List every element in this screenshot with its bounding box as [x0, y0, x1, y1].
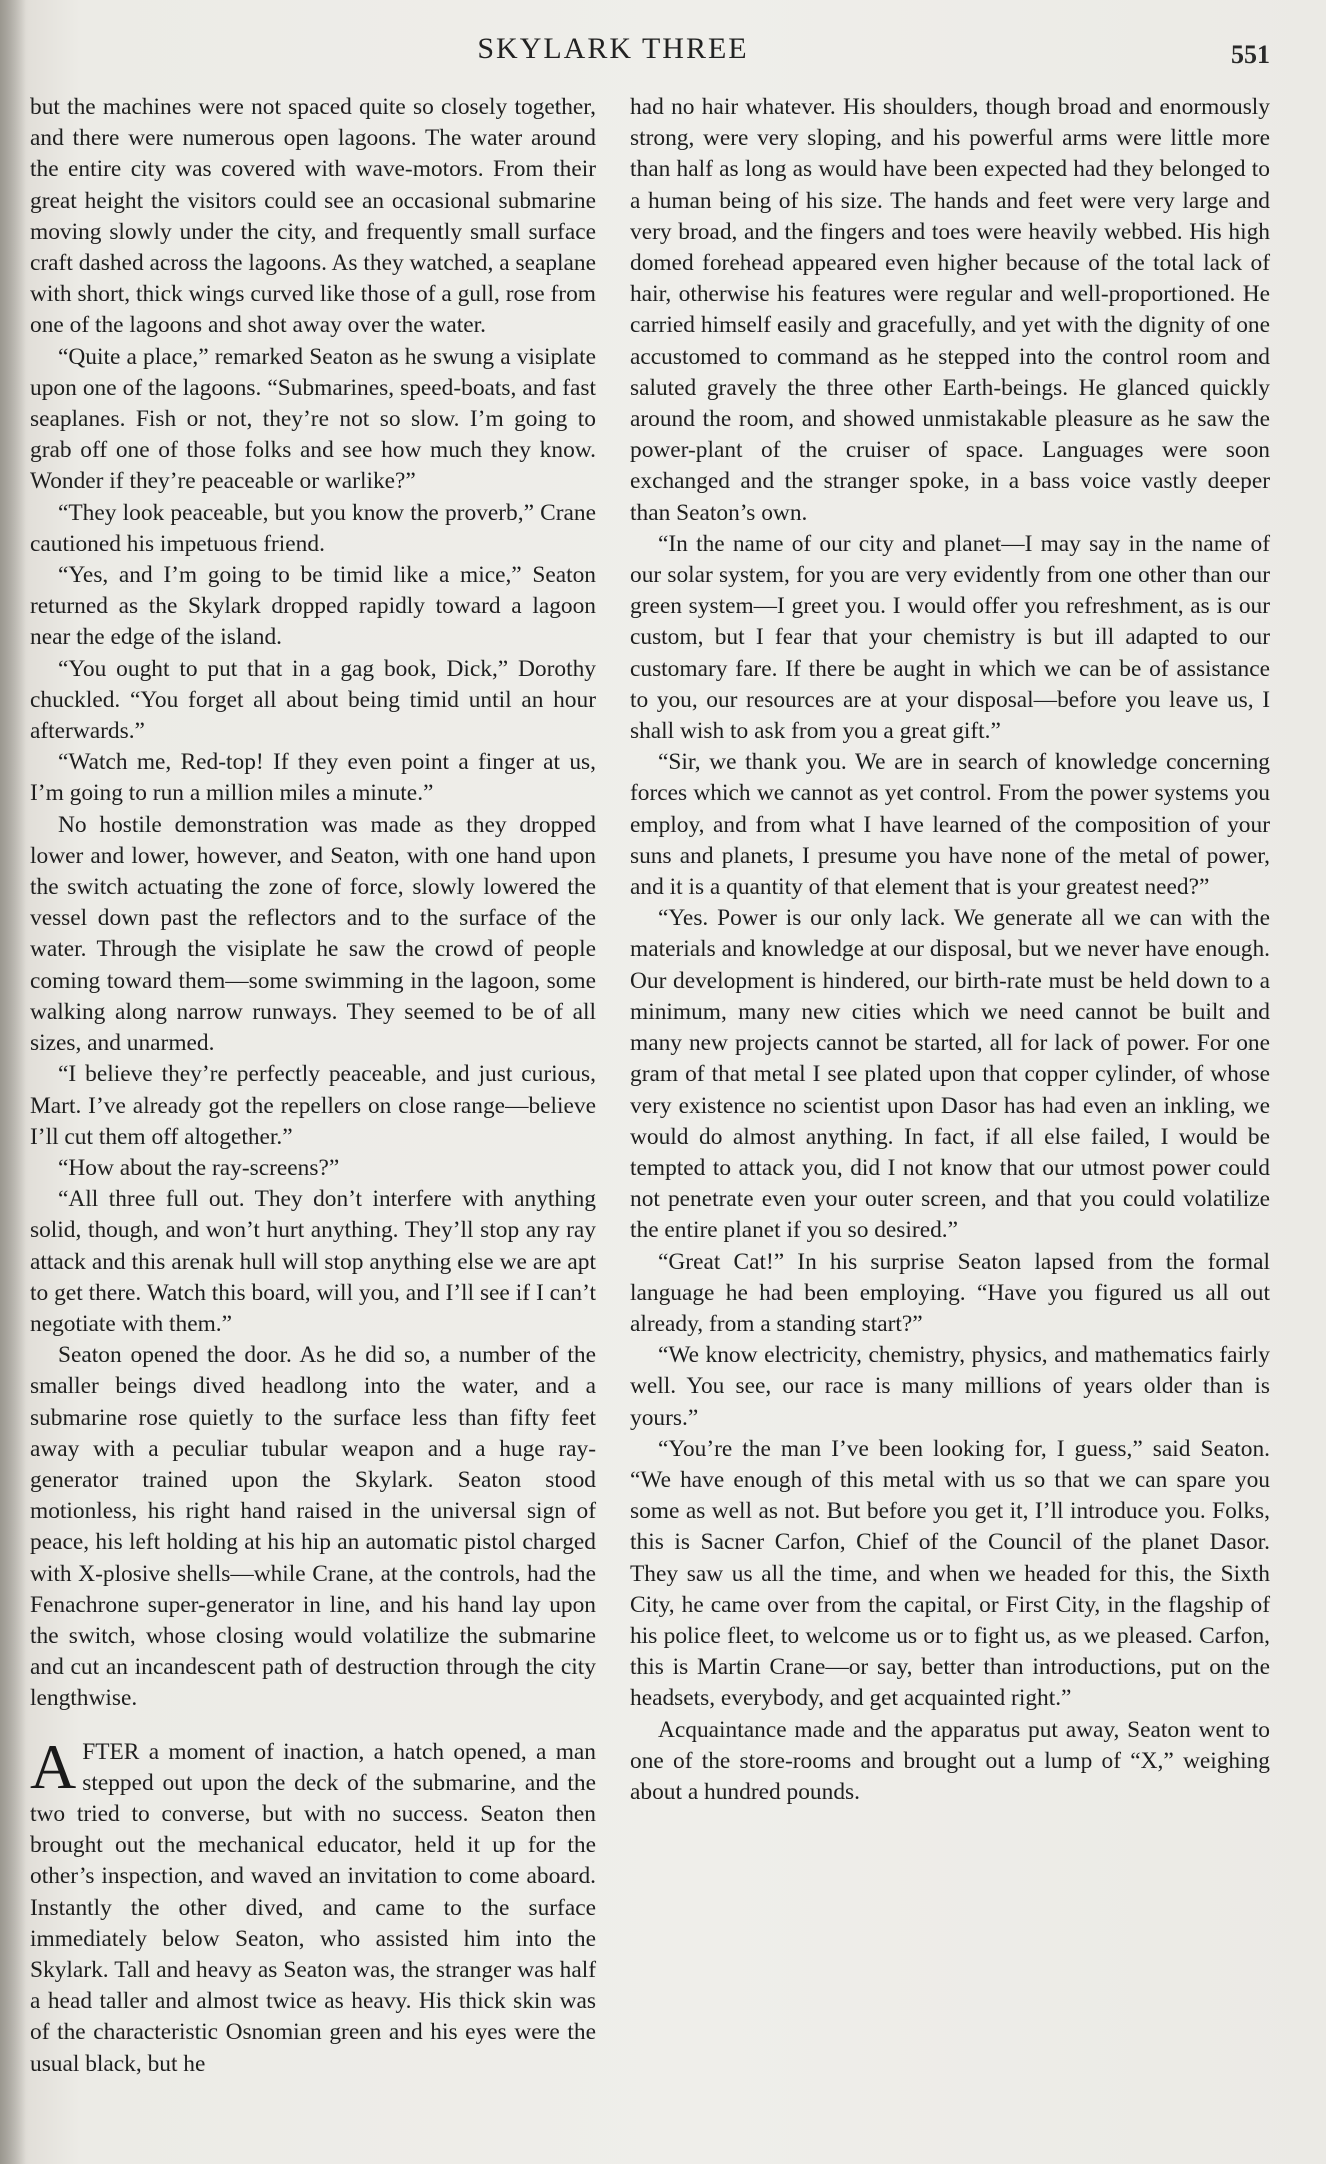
drop-cap-letter: A [30, 1730, 77, 1802]
page-header [0, 28, 1326, 78]
section-break [30, 1715, 596, 1737]
paragraph: Seaton opened the door. As he did so, a number of the smaller beings dived headlong into the water, and a submarine rose quietly to the surface less than fifty feet away with a peculiar tubular weapon and a huge ray-generator trained upon the Skylark. Seaton stood motionless, his right hand raised in the universal sign of peace, his left holding at his hip an automatic pistol charged with X-plosive shells—while Crane, at the controls, had the Fenachrone super-generator in line, and his hand lay upon the switch, whose closing would volatilize the submarine and cut an incandescent path of destruction through the city lengthwise. [30, 1342, 596, 1712]
paragraph: “Yes, and I’m going to be timid like a mice,” Seaton returned as the Skylark dropped rapidly toward a lagoon near the edge of the island. [30, 562, 596, 651]
right-column [630, 92, 1270, 1808]
paragraph: “Yes. Power is our only lack. We generate all we can with the materials and knowledge at our disposal, but we never have enough. Our development is hindered, our birth-rate must be held down to a minimum, many new cities which we need cannot be built and many new projects cannot be started, all for lack of power. For one gram of that metal I see plated upon that copper cylinder, of whose very existence no scientist upon Dasor has had even an inkling, we would do almost anything. In fact, if all else failed, I would be tempted to attack you, did I not know that our utmost power could not penetrate even your outer screen, and that you could volatilize the entire planet if you so desired.” [630, 905, 1270, 1244]
paragraph: “Sir, we thank you. We are in search of knowledge concerning forces which we cannot as yet control. From the power systems you employ, and from what I have learned of the composition of your suns and planets, I presume you have none of the metal of power, and it is a quantity of that element that is your greatest need?” [630, 749, 1270, 901]
paragraph: “How about the ray-screens?” [58, 1154, 340, 1181]
paragraph: “We know electricity, chemistry, physics, and mathematics fairly well. You see, our race is many millions of years older than is yours.” [630, 1342, 1270, 1431]
paragraph: “All three full out. They don’t interfere with anything solid, though, and won’t hurt anything. They’ll stop any ray attack and this arenak hull will stop anything else we are apt to get there. Watch this board, will you, and I’ll see if I can’t negotiate with them.” [30, 1186, 596, 1337]
paragraph: No hostile demonstration was made as they dropped lower and lower, however, and Seaton, with one hand upon the switch actuating the zone of force, slowly lowered the vessel down past the reflectors and to the surface of the water. Through the visiplate he saw the crowd of people coming toward them—some swimming in the lagoon, some walking along narrow runways. They seemed to be of all sizes, and unarmed. [30, 811, 596, 1057]
paragraph: Acquaintance made and the apparatus put away, Seaton went to one of the store-rooms and brought out a lump of “X,” weighing about a hundred pounds. [630, 1716, 1270, 1805]
page-number: 551 [1231, 40, 1270, 69]
paragraph: had no hair whatever. His shoulders, though broad and enormously strong, were very sloping, and his powerful arms were little more than half as long as would have been expected had they belonged to a human being of his size. The hands and feet were very large and very broad, and the fingers and toes were heavily webbed. His high domed forehead appeared even higher because of the total lack of hair, otherwise his features were regular and well-proportioned. He carried himself easily and gracefully, and yet with the dignity of one accustomed to command as he stepped into the control room and saluted gravely the three other Earth-beings. He glanced quickly around the room, and showed unmistakable pleasure as he saw the power-plant of the cruiser of space. Languages were soon exchanged and the stranger spoke, in a bass voice vastly deeper than Seaton’s own. [630, 94, 1270, 526]
paragraph: but the machines were not spaced quite so closely together, and there were numerous open lagoons. The water around the entire city was covered with wave-motors. From their great height the visitors could see an occasional submarine moving slowly under the city, and frequently small surface craft dashed across the lagoons. As they watched, a seaplane with short, thick wings curved like those of a gull, rose from one of the lagoons and shot away over the water. [30, 94, 596, 339]
paragraph: “I believe they’re perfectly peaceable, and just curious, Mart. I’ve already got the repellers on close range—believe I’ll cut them off altogether.” [30, 1061, 596, 1150]
left-column [30, 92, 596, 2080]
paragraph: “Watch me, Red-top! If they even point a finger at us, I’m going to run a million miles a minute.” [30, 749, 596, 807]
paragraph: “Great Cat!” In his surprise Seaton lapsed from the formal language he had been employing. “Have you figured us all out already, from a standing start?” [630, 1248, 1270, 1337]
dropcap-paragraph-text: FTER a moment of inaction, a hatch opened, a man stepped out upon the deck of the submarine, and the two tried to converse, but with no success. Seaton then brought out the mechanical educator, held it up for the other’s inspection, and waved an invitation to come aboard. Instantly the other dived, and came to the surface immediately below Seaton, who assisted him into the Skylark. Tall and heavy as Seaton was, the stranger was half a head taller and almost twice as heavy. His thick skin was of the characteristic Osnomian green and his eyes were the usual black, but he [30, 1738, 596, 2077]
binding-shadow [0, 0, 26, 2164]
paragraph: “You ought to put that in a gag book, Dick,” Dorothy chuckled. “You forget all about being timid until an hour afterwards.” [30, 655, 596, 745]
paragraph: “They look peaceable, but you know the proverb,” Crane cautioned his impetuous friend. [30, 499, 596, 557]
dropcap-paragraph [30, 1730, 596, 2080]
paragraph: “In the name of our city and planet—I may say in the name of our solar system, for you are very evidently from one other than our green system—I greet you. I would offer you refreshment, as is our custom, but I fear that your chemistry is but ill adapted to our customary fare. If there be aught in which we can be of assistance to you, our resources are at your disposal—before you leave us, I shall wish to ask from you a great gift.” [630, 530, 1270, 745]
paragraph: “You’re the man I’ve been looking for, I guess,” said Seaton. “We have enough of this metal with us so that we can spare you some as well as not. But before you get it, I’ll introduce you. Folks, this is Sacner Carfon, Chief of the Council of the planet Dasor. They saw us all the time, and when we headed for this, the Sixth City, he came over from the capital, or First City, in the flagship of his police fleet, to welcome us or to fight us, as we pleased. Carfon, this is Martin Crane—or say, better than introductions, put on the headsets, everybody, and get acquainted right.” [630, 1435, 1270, 1712]
running-title: SKYLARK THREE [477, 32, 749, 65]
paragraph: “Quite a place,” remarked Seaton as he swung a visiplate upon one of the lagoons. “Submarines, speed-boats, and fast seaplanes. Fish or not, they’re not so slow. I’m going to grab off one of those folks and see how much they know. Wonder if they’re peaceable or warlike?” [30, 343, 596, 495]
